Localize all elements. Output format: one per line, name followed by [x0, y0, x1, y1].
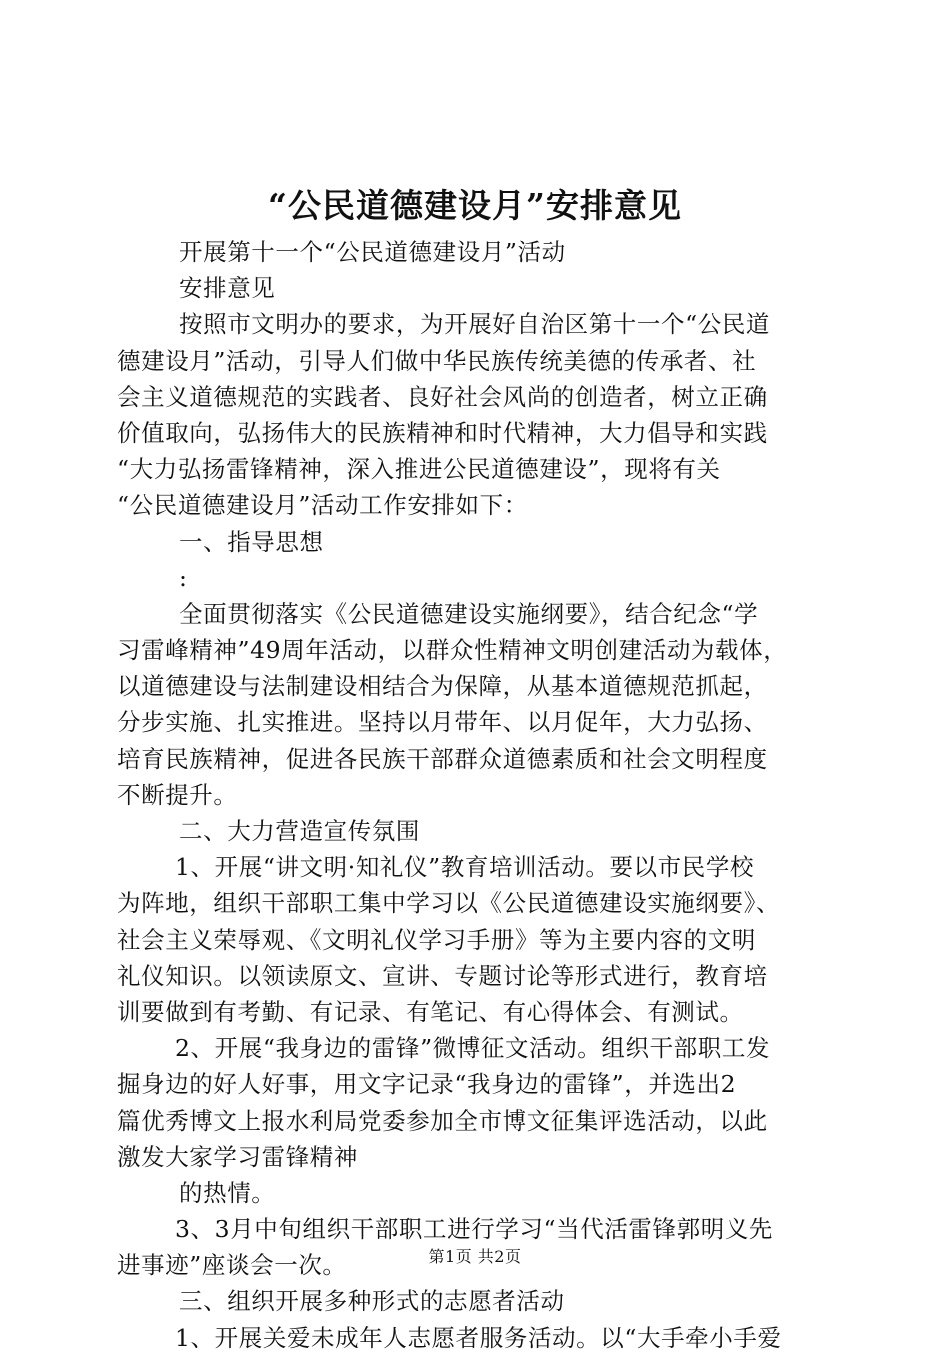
text-line: 安排意见	[179, 274, 276, 303]
text-line: “大力弘扬雷锋精神，深入推进公民道德建设”，现将有关	[117, 455, 721, 484]
text-line: 全面贯彻落实《公民道德建设实施纲要》，结合纪念“学	[179, 599, 759, 628]
document-title: “公民道德建设月”安排意见	[268, 186, 682, 225]
text-line: 德建设月”活动，引导人们做中华民族传统美德的传承者、社	[117, 346, 757, 375]
text-line: 训要做到有考勤、有记录、有笔记、有心得体会、有测试。	[117, 997, 744, 1026]
text-line: 按照市文明办的要求，为开展好自治区第十一个“公民道	[179, 310, 771, 339]
text-line: 不断提升。	[117, 780, 238, 809]
text-line: 1、开展关爱未成年人志愿者服务活动。以“大手牵小手爱	[175, 1323, 782, 1352]
text-line: 习雷峰精神”49周年活动，以群众性精神文明创建活动为载体，	[117, 636, 788, 665]
text-line: 价值取向，弘扬伟大的民族精神和时代精神，大力倡导和实践	[117, 418, 768, 447]
text-line: 掘身边的好人好事，用文字记录“我身边的雷锋”，并选出2	[117, 1070, 737, 1099]
text-line: :	[179, 563, 188, 592]
text-line: 激发大家学习雷锋精神	[117, 1142, 358, 1171]
text-line: 为阵地，组织干部职工集中学习以《公民道德建设实施纲要》、	[117, 889, 781, 918]
section-heading: 二、大力营造宣传氛围	[179, 817, 420, 845]
text-line: 会主义道德规范的实践者、良好社会风尚的创造者，树立正确	[117, 382, 768, 411]
text-line: 1、开展“讲文明·知礼仪”教育培训活动。要以市民学校	[175, 853, 755, 882]
text-line: 社会主义荣辱观、《文明礼仪学习手册》等为主要内容的文明	[117, 925, 756, 954]
text-line: 3、3月中旬组织干部职工进行学习“当代活雷锋郭明义先	[175, 1215, 774, 1244]
page-number-footer: 第1页 共2页	[428, 1247, 522, 1266]
text-line: 以道德建设与法制建设相结合为保障，从基本道德规范抓起，	[117, 672, 768, 701]
section-heading: 三、组织开展多种形式的志愿者活动	[179, 1287, 565, 1316]
text-line: 礼仪知识。以领读原文、宣讲、专题讨论等形式进行，教育培	[117, 961, 768, 990]
text-line: 分步实施、扎实推进。坚持以月带年、以月促年，大力弘扬、	[117, 708, 768, 737]
section-heading: 一、指导思想	[179, 527, 324, 556]
text-line: 开展第十一个“公民道德建设月”活动	[179, 238, 566, 266]
text-line: 2、开展“我身边的雷锋”微博征文活动。组织干部职工发	[175, 1034, 771, 1063]
text-line: 篇优秀博文上报水利局党委参加全市博文征集评选活动，以此	[117, 1106, 768, 1135]
text-line: 培育民族精神，促进各民族干部群众道德素质和社会文明程度	[117, 744, 768, 773]
text-line: “公民道德建设月”活动工作安排如下：	[117, 491, 528, 520]
document-body	[117, 234, 843, 1356]
text-line: 的热情。	[179, 1178, 276, 1207]
text-line: 进事迹”座谈会一次。	[117, 1251, 347, 1280]
